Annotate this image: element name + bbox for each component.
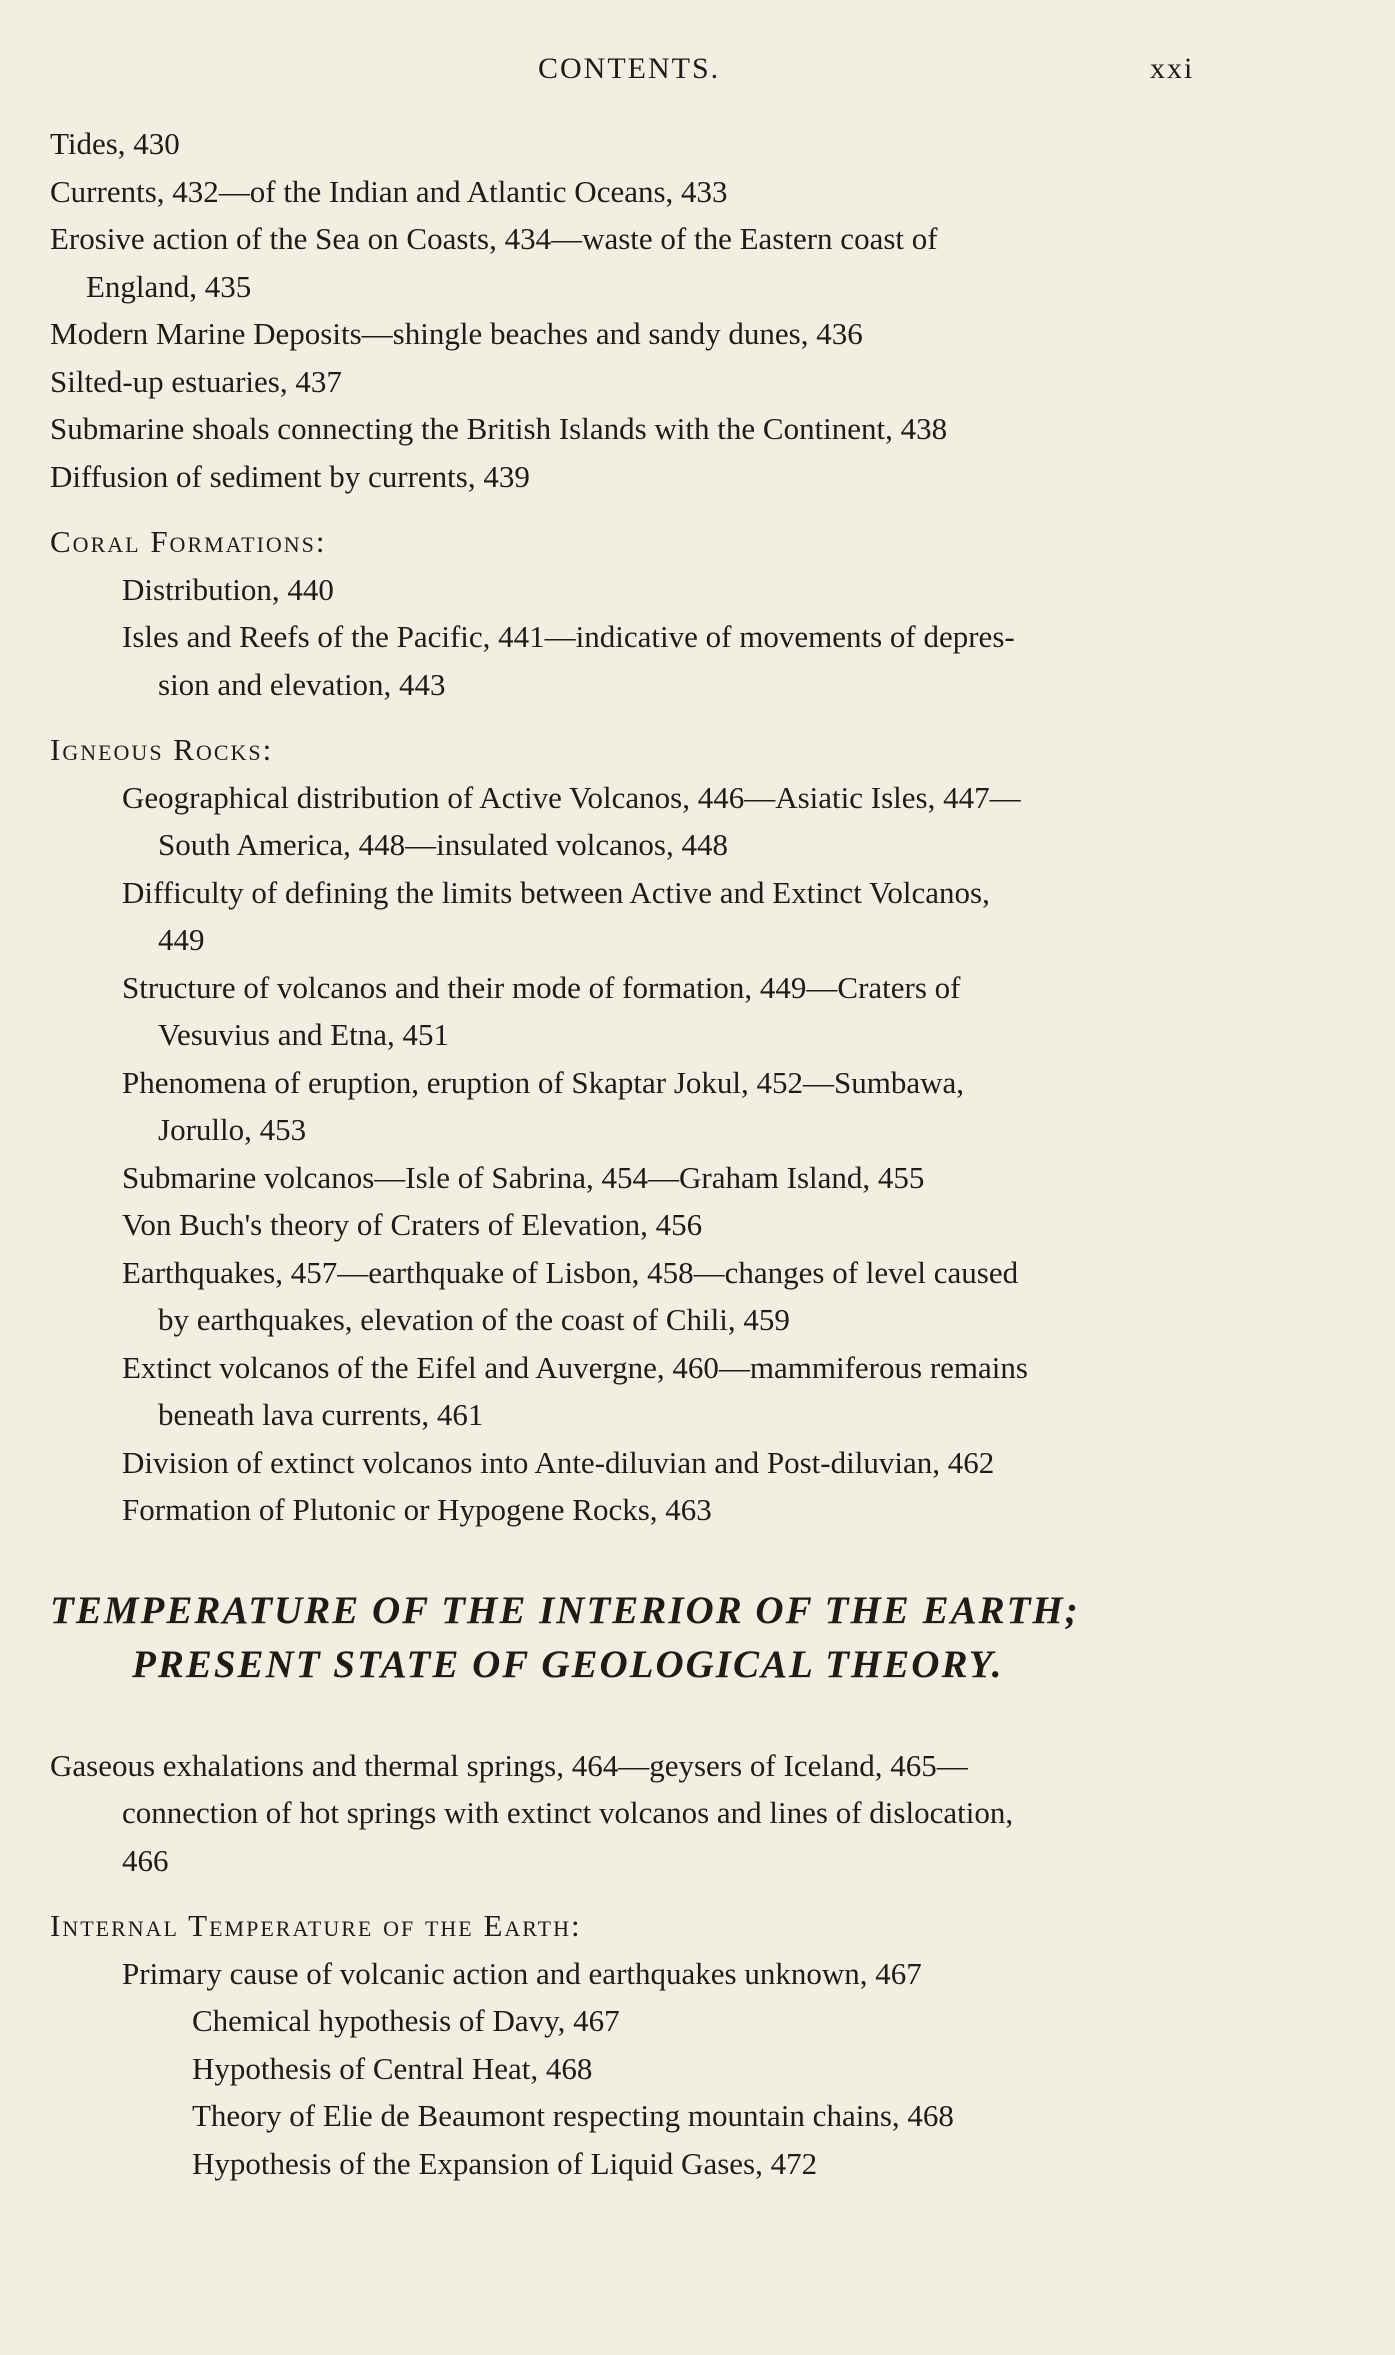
entry-extinct-volcanos-cont: beneath lava currents, 461: [158, 1397, 484, 1432]
entry-division: Division of extinct volcanos into Ante-diluvian and Post-diluvian, 462: [122, 1444, 995, 1480]
running-title: CONTENTS.: [538, 52, 721, 85]
entry-silted-estuaries: Silted-up estuaries, 437: [50, 363, 342, 399]
section-heading-igneous: Igneous Rocks:: [50, 732, 274, 767]
chapter-title-cont: PRESENT STATE OF GEOLOGICAL THEORY.: [132, 1642, 1004, 1686]
entry-structure: Structure of volcanos and their mode of formation, 449—Craters of: [122, 969, 961, 1005]
entry-isles-reefs-cont: sion and elevation, 443: [158, 666, 446, 702]
entry-isles-reefs: Isles and Reefs of the Pacific, 441—indicative of movements of depres-: [122, 619, 1015, 654]
running-head: [0, 52, 1395, 92]
entry-extinct-volcanos: Extinct volcanos of the Eifel and Auvergne, 460—mammiferous remains: [122, 1349, 1028, 1385]
entry-submarine-volcanos: Submarine volcanos—Isle of Sabrina, 454—Graham Island, 455: [122, 1159, 925, 1195]
entry-geographical-cont: South America, 448—insulated volcanos, 448: [158, 827, 728, 862]
entry-beaumont: Theory of Elie de Beaumont respecting mountain chains, 468: [192, 2098, 954, 2133]
entry-diffusion: Diffusion of sediment by currents, 439: [50, 458, 530, 494]
section-heading-coral: Coral Formations:: [50, 524, 327, 559]
entry-tides: Tides, 430: [50, 126, 180, 161]
entry-erosive: Erosive action of the Sea on Coasts, 434—waste of the Eastern coast of: [50, 221, 938, 256]
entry-phenomena: Phenomena of eruption, eruption of Skaptar Jokul, 452—Sumbawa,: [122, 1064, 965, 1100]
entry-gaseous-cont-2: 466: [122, 1842, 169, 1878]
entry-formation: Formation of Plutonic or Hypogene Rocks, 463: [122, 1492, 712, 1527]
entry-submarine-shoals: Submarine shoals connecting the British Islands with the Continent, 438: [50, 411, 948, 446]
entry-davy: Chemical hypothesis of Davy, 467: [192, 2003, 620, 2038]
entry-distribution: Distribution, 440: [122, 571, 334, 607]
page-number: xxi: [1150, 52, 1195, 85]
entry-geographical: Geographical distribution of Active Volcanos, 446—Asiatic Isles, 447—: [122, 779, 1021, 815]
section-heading-internal: Internal Temperature of the Earth:: [50, 1908, 582, 1943]
entry-structure-cont: Vesuvius and Etna, 451: [158, 1017, 450, 1052]
entry-difficulty: Difficulty of defining the limits between Active and Extinct Volcanos,: [122, 874, 990, 910]
contents-body: [50, 120, 1220, 2187]
entry-central-heat: Hypothesis of Central Heat, 468: [192, 2050, 593, 2086]
entry-difficulty-cont: 449: [158, 922, 205, 957]
entry-liquid-gases: Hypothesis of the Expansion of Liquid Gases, 472: [192, 2145, 818, 2181]
entry-marine-deposits: Modern Marine Deposits—shingle beaches and sandy dunes, 436: [50, 316, 863, 351]
entry-gaseous-cont: connection of hot springs with extinct volcanos and lines of dislocation,: [122, 1795, 1014, 1830]
entry-earthquakes-cont: by earthquakes, elevation of the coast of Chili, 459: [158, 1302, 790, 1337]
entry-currents: Currents, 432—of the Indian and Atlantic Oceans, 433: [50, 173, 728, 209]
entry-primary-cause: Primary cause of volcanic action and earthquakes unknown, 467: [122, 1955, 922, 1991]
entry-gaseous: Gaseous exhalations and thermal springs, 464—geysers of Iceland, 465—: [50, 1747, 968, 1783]
chapter-title: TEMPERATURE OF THE INTERIOR OF THE EARTH;: [50, 1588, 1080, 1632]
entry-von-buch: Von Buch's theory of Craters of Elevation, 456: [122, 1207, 703, 1242]
entry-earthquakes: Earthquakes, 457—earthquake of Lisbon, 458—changes of level caused: [122, 1254, 1019, 1290]
entry-erosive-cont: England, 435: [86, 268, 252, 304]
entry-phenomena-cont: Jorullo, 453: [158, 1112, 307, 1147]
